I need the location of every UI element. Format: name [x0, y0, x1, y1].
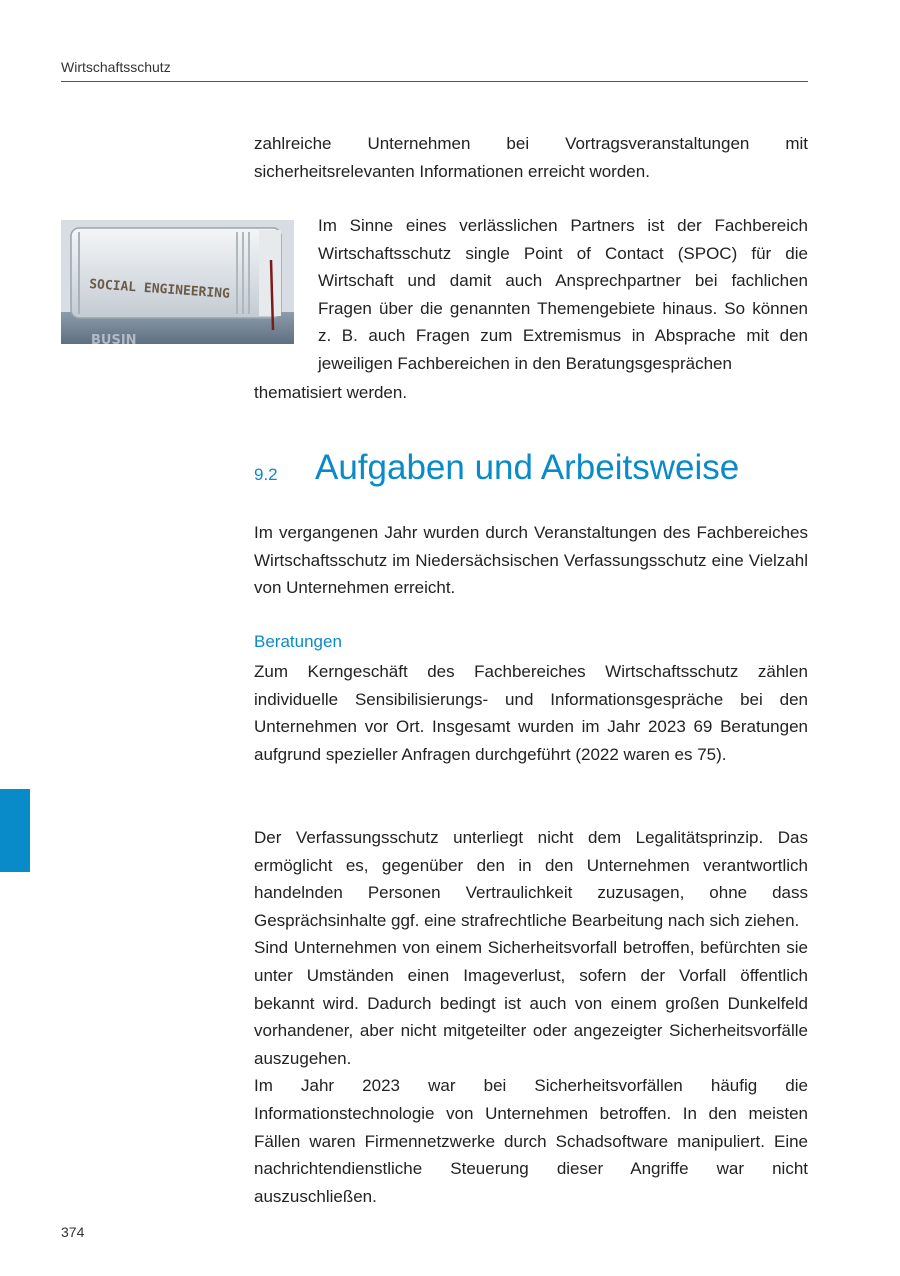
section-intro-paragraph: Im vergangenen Jahr wurden durch Veranstaltungen des Fachbereiches Wirtschaftsschutz im Niedersächsischen Verfassungsschutz eine Vielzahl von Unternehmen erreicht.	[254, 523, 808, 598]
verfassungsschutz-block	[254, 824, 808, 1210]
it-vorfall-paragraph: Im Jahr 2023 war bei Sicherheitsvorfällen häufig die Informationstechnologie von Unternehmen betroffen. In den meisten Fällen waren Firmennetzwerke durch Schadsoftware manipuliert. Eine nachrichtendienstliche Steuerung dieser Angriffe war nicht auszuschließen.	[254, 1076, 808, 1206]
sicherheitsvorfall-paragraph: Sind Unternehmen von einem Sicherheitsvorfall betroffen, befürchten sie unter Umständen einen Imageverlust, sofern der Vorfall öffentlich bekannt wird. Dadurch bedingt ist auch von einem großen Dunkelfeld vorhandener, aber nicht mitgeteilter oder angezeigter Sicherheitsvorfälle auszugehen.	[254, 938, 808, 1068]
social-engineering-book-image	[61, 220, 294, 344]
beratungen-heading: Beratungen	[254, 632, 342, 651]
running-header: Wirtschaftsschutz	[61, 59, 171, 75]
legalitaet-paragraph: Der Verfassungsschutz unterliegt nicht dem Legalitätsprinzip. Das ermöglicht es, gegenüber den in den Unternehmen verantwortlich handelnden Personen Vertraulichkeit zuzusagen, ohne dass Gesprächsinhalte ggf. eine strafrechtliche Bearbeitung nach sich ziehen.	[254, 828, 808, 930]
header-rule	[61, 81, 808, 82]
spoc-paragraph-tail: thematisiert werden.	[254, 383, 408, 402]
section-title: Aufgaben und Arbeitsweise	[315, 448, 740, 487]
book-spine-text: SOCIAL ENGINEERING	[88, 277, 231, 302]
book-lower-text: BUSIN	[91, 333, 137, 344]
page-number: 374	[61, 1224, 85, 1240]
chapter-side-tab	[0, 789, 30, 872]
spoc-paragraph: Im Sinne eines verlässlichen Partners ist der Fachbereich Wirtschaftsschutz single Point of Contact (SPOC) für die Wirtschaft und damit auch Ansprechpartner bei fachlichen Fragen über die genannten Themengebiete hinaus. So können z. B. auch Fragen zum Extremismus in Absprache mit den jeweiligen Fachbereichen in den Beratungsgesprächen	[318, 216, 808, 373]
beratungen-paragraph: Zum Kerngeschäft des Fachbereiches Wirtschaftsschutz zählen individuelle Sensibilisierungs- und Informationsgespräche bei den Unternehmen vor Ort. Insgesamt wurden im Jahr 2023 69 Beratungen aufgrund spezieller Anfragen durchgeführt (2022 waren es 75).	[254, 662, 808, 764]
intro-paragraph: zahlreiche Unternehmen bei Vortragsveranstaltungen mit sicherheitsrelevanten Informationen erreicht worden.	[254, 134, 808, 181]
section-number: 9.2	[254, 465, 278, 484]
